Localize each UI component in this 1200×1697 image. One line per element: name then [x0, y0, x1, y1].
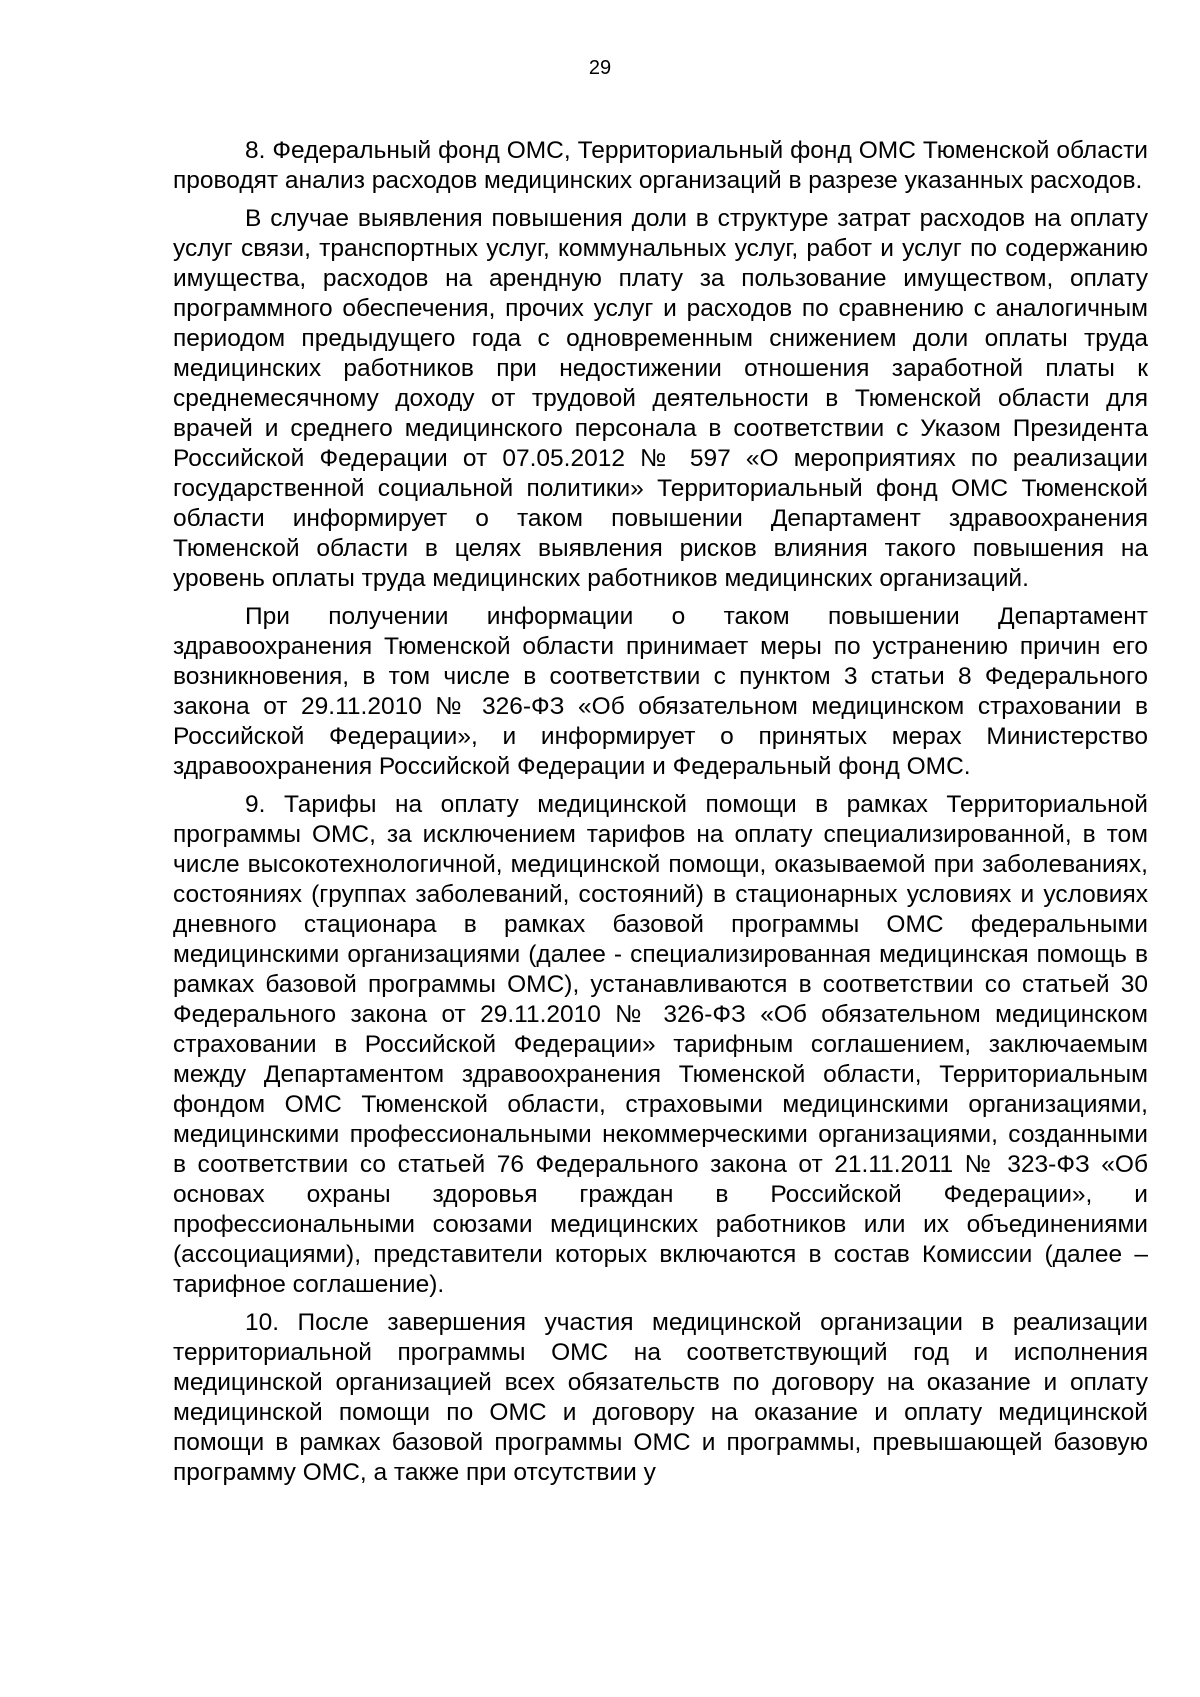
document-body: [173, 136, 1148, 1496]
paragraph-cost-increase: В случае выявления повышения доли в структуре затрат расходов на оплату услуг связи, транспортных услуг, коммунальных услуг, работ и услуг по содержанию имущества, расходов на арендную плату за пользование имуществом, оплату программного обеспечения, прочих услуг и расходов по сравнению с аналогичным периодом предыдущего года с одновременным снижением доли оплаты труда медицинских работников при недостижении отношения заработной платы к среднемесячному доходу от трудовой деятельности в Тюменской области для врачей и среднего медицинского персонала в соответствии с Указом Президента Российской Федерации от 07.05.2012 № 597 «О мероприятиях по реализации государственной социальной политики» Территориальный фонд ОМС Тюменской области информирует о таком повышении Департамент здравоохранения Тюменской области в целях выявления рисков влияния такого повышения на уровень оплаты труда медицинских работников медицинских организаций.: [173, 205, 1148, 592]
paragraph-9-tariffs: 9. Тарифы на оплату медицинской помощи в рамках Территориальной программы ОМС, за исключением тарифов на оплату специализированной, в том числе высокотехнологичной, медицинской помощи, оказываемой при заболеваниях, состояниях (группах заболеваний, состояний) в стационарных условиях и условиях дневного стационара в рамках базовой программы ОМС федеральными медицинскими организациями (далее - специализированная медицинская помощь в рамках базовой программы ОМС), устанавливаются в соответствии со статьей 30 Федерального закона от 29.11.2010 № 326-ФЗ «Об обязательном медицинском страховании в Российской Федерации» тарифным соглашением, заключаемым между Департаментом здравоохранения Тюменской области, Территориальным фондом ОМС Тюменской области, страховыми медицинскими организациями, медицинскими профессиональными некоммерческими организациями, созданными в соответствии со статьей 76 Федерального закона от 21.11.2011 № 323-ФЗ «Об основах охраны здоровья граждан в Российской Федерации», и профессиональными союзами медицинских работников или их объединениями (ассоциациями), представители которых включаются в состав Комиссии (далее – тарифное соглашение).: [173, 791, 1148, 1298]
paragraph-8-analysis: 8. Федеральный фонд ОМС, Территориальный фонд ОМС Тюменской области проводят анализ расходов медицинских организаций в разрезе указанных расходов.: [173, 137, 1148, 194]
paragraph-department-measures: При получении информации о таком повышении Департамент здравоохранения Тюменской области принимает меры по устранению причин его возникновения, в том числе в соответствии с пунктом 3 статьи 8 Федерального закона от 29.11.2010 № 326-ФЗ «Об обязательном медицинском страховании в Российской Федерации», и информирует о принятых мерах Министерство здравоохранения Российской Федерации и Федеральный фонд ОМС.: [173, 603, 1148, 780]
paragraph-10-completion: 10. После завершения участия медицинской организации в реализации территориальной программы ОМС на соответствующий год и исполнения медицинской организацией всех обязательств по договору на оказание и оплату медицинской помощи по ОМС и договору на оказание и оплату медицинской помощи в рамках базовой программы ОМС и программы, превышающей базовую программу ОМС, а также при отсутствии у: [173, 1309, 1148, 1486]
page-number: 29: [588, 57, 612, 79]
